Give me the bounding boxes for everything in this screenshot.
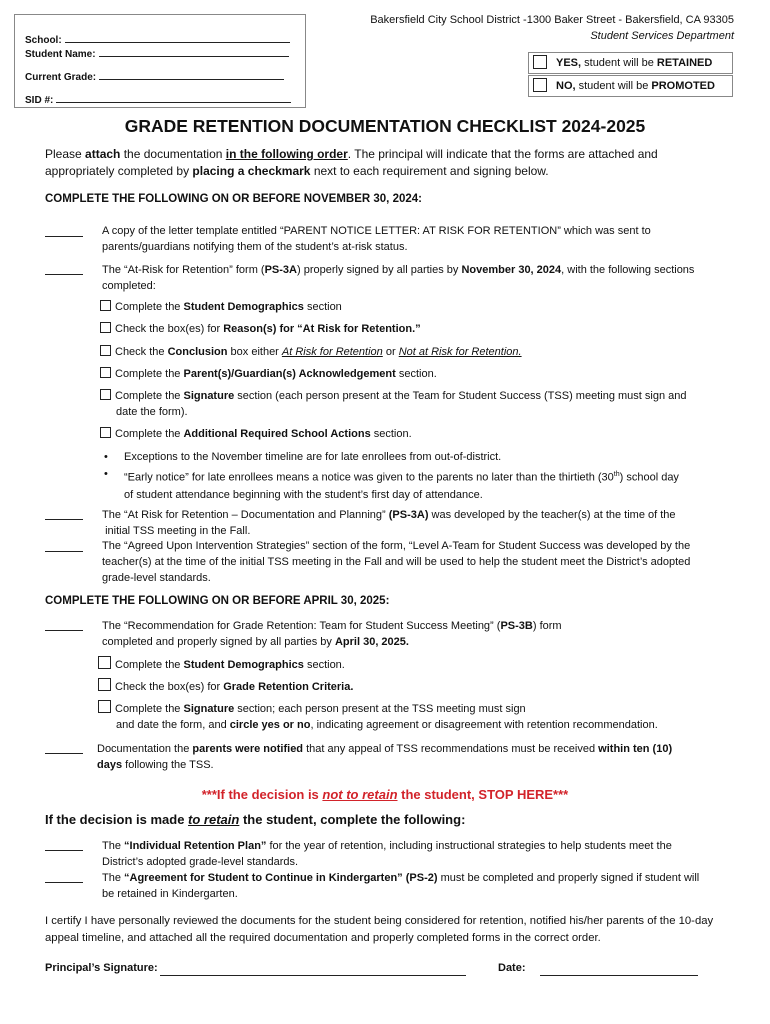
- bullet-icon: •: [104, 451, 108, 463]
- sid-input-line[interactable]: [56, 92, 291, 103]
- checkbox[interactable]: [98, 700, 111, 713]
- checkbox[interactable]: [100, 300, 111, 311]
- current-grade-field[interactable]: [25, 69, 284, 83]
- current-grade-input-line[interactable]: [99, 69, 284, 80]
- checkmark-line-2[interactable]: [45, 274, 83, 275]
- checkmark-line-6[interactable]: [45, 753, 83, 754]
- sid-label: SID #:: [25, 95, 54, 106]
- district-address: Bakersfield City School District -1300 Baker Street - Bakersfield, CA 93305: [370, 14, 734, 26]
- school-label: School:: [25, 35, 62, 46]
- item-documentation-planning: The “At Risk for Retention – Documentation and Planning” (PS-3A) was developed by the teacher(s) at the time of the initial TSS meeting in the Fall.: [102, 509, 676, 537]
- item-parent-notice-letter: A copy of the letter template entitled “PARENT NOTICE LETTER: AT RISK FOR RETENTION” which was sent to parents/guardians notifying them of the student’s at-risk status.: [102, 225, 651, 253]
- principal-signature-label: Principal’s Signature:: [45, 962, 158, 974]
- retained-label: YES, student will be RETAINED: [556, 57, 713, 69]
- check-student-demographics[interactable]: Complete the Student Demographics section: [100, 299, 342, 315]
- student-name-field[interactable]: [25, 46, 289, 60]
- check-additional-actions[interactable]: Complete the Additional Required School Actions section.: [100, 426, 412, 442]
- checkmark-line-4[interactable]: [45, 551, 83, 552]
- checkmark-line-7[interactable]: [45, 850, 83, 851]
- bullet-icon: •: [104, 468, 108, 480]
- checkmark-line-3[interactable]: [45, 519, 83, 520]
- check-signature-april[interactable]: Complete the Signature section; each person present at the TSS meeting must sign: [98, 700, 526, 717]
- principal-signature-line[interactable]: [160, 975, 466, 976]
- stop-notice: ***If the decision is not to retain the student, STOP HERE***: [201, 787, 569, 802]
- checkbox[interactable]: [100, 345, 111, 356]
- promoted-option[interactable]: [528, 75, 733, 97]
- district-header: [370, 12, 734, 44]
- date-line[interactable]: [540, 975, 698, 976]
- checkbox[interactable]: [100, 427, 111, 438]
- date-label: Date:: [498, 962, 526, 974]
- checkbox[interactable]: [98, 656, 111, 669]
- school-field[interactable]: [25, 32, 290, 46]
- check-reasons-at-risk[interactable]: Check the box(es) for Reason(s) for “At Risk for Retention.”: [100, 321, 421, 337]
- check-demographics-april[interactable]: Complete the Student Demographics section.: [98, 656, 345, 673]
- checkbox[interactable]: [100, 322, 111, 333]
- promoted-checkbox[interactable]: [533, 78, 547, 92]
- check-parent-acknowledgement[interactable]: Complete the Parent(s)/Guardian(s) Acknowledgement section.: [100, 366, 437, 382]
- page-title: GRADE RETENTION DOCUMENTATION CHECKLIST 2024-2025: [124, 116, 646, 136]
- student-name-input-line[interactable]: [99, 46, 289, 57]
- section-april-heading: COMPLETE THE FOLLOWING ON OR BEFORE APRIL 30, 2025:: [45, 595, 390, 607]
- signature-section-continued: date the form).: [116, 406, 188, 418]
- note-early-notice: “Early notice” for late enrollees means a notice was given to the parents no later than the thirtieth (30th) school day of student attendance beginning with the student’s first day of attendance.: [124, 471, 679, 501]
- department-name: Student Services Department: [590, 30, 734, 42]
- item-parents-notified: Documentation the parents were notified that any appeal of TSS recommendations must be received within ten (10) days following the TSS.: [97, 743, 673, 771]
- section-november-heading: COMPLETE THE FOLLOWING ON OR BEFORE NOVEMBER 30, 2024:: [45, 193, 422, 205]
- school-input-line[interactable]: [65, 32, 290, 43]
- check-signature-section[interactable]: Complete the Signature section (each person present at the Team for Student Success (TSS) meeting must sign and: [100, 388, 686, 404]
- checkmark-line-1[interactable]: [45, 236, 83, 237]
- checkmark-line-5[interactable]: [45, 630, 83, 631]
- checkbox[interactable]: [98, 678, 111, 691]
- retained-checkbox[interactable]: [533, 55, 547, 69]
- note-exceptions: Exceptions to the November timeline are for late enrollees from out-of-district.: [124, 451, 502, 463]
- retained-option[interactable]: [528, 52, 733, 74]
- retain-decision-heading: If the decision is made to retain the student, complete the following:: [45, 812, 466, 827]
- certification-statement: I certify I have personally reviewed the documents for the student being considered for retention, notified his/her parents of the 10-day appeal timeline, and attached all the required documentation and properly completed forms in the correct order.: [45, 915, 714, 944]
- checkbox[interactable]: [100, 389, 111, 400]
- student-name-label: Student Name:: [25, 49, 96, 60]
- checkbox[interactable]: [100, 367, 111, 378]
- check-retention-criteria[interactable]: Check the box(es) for Grade Retention Criteria.: [98, 678, 353, 695]
- check-conclusion[interactable]: Check the Conclusion box either At Risk for Retention or Not at Risk for Retention.: [100, 344, 522, 360]
- item-recommendation-form: The “Recommendation for Grade Retention: Team for Student Success Meeting” (PS-3B) form completed and properly signed by all parties by April 30, 2025.: [102, 620, 562, 648]
- promoted-label: NO, student will be PROMOTED: [556, 80, 715, 92]
- checkmark-line-8[interactable]: [45, 882, 83, 883]
- item-individual-retention-plan: The “Individual Retention Plan” for the year of retention, including instructional strategies to help students meet the District’s adopted grade-level standards.: [102, 840, 672, 868]
- item-intervention-strategies: The “Agreed Upon Intervention Strategies” section of the form, “Level A-Team for Student Success was developed by the teacher(s) at the time of the initial TSS meeting in the Fall and will be used to help the student meet the District’s adopted grade-level standards.: [102, 540, 691, 584]
- item-kindergarten-agreement: The “Agreement for Student to Continue in Kindergarten” (PS-2) must be completed and properly signed if student will be retained in Kindergarten.: [102, 872, 700, 900]
- sid-field[interactable]: [25, 92, 291, 106]
- current-grade-label: Current Grade:: [25, 72, 97, 83]
- item-at-risk-form: The “At-Risk for Retention” form (PS-3A) properly signed by all parties by November 30, 2024, with the following sections completed:: [102, 264, 695, 292]
- intro-paragraph: Please attach the documentation in the following order. The principal will indicate that the forms are attached and appropriately completed by placing a checkmark next to each requirement and signing below.: [45, 147, 658, 178]
- signature-april-continued: and date the form, and circle yes or no, indicating agreement or disagreement with retention recommendation.: [116, 719, 658, 731]
- student-info-box: [14, 14, 306, 108]
